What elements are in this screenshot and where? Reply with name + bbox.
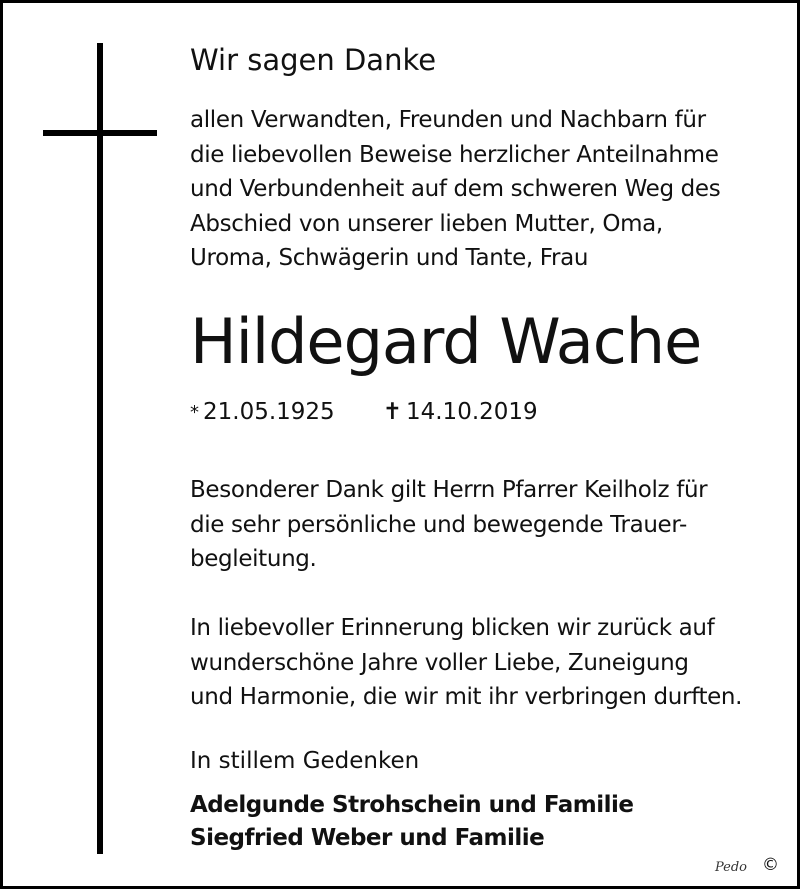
birth-date: 21.05.1925 (203, 399, 335, 425)
cross-icon-horizontal-bar (43, 130, 157, 136)
cross-icon-vertical-bar (97, 43, 103, 854)
thanks-line: die sehr persönliche und bewegende Trauer- (190, 511, 687, 538)
death-date: 14.10.2019 (405, 399, 538, 425)
thanks-paragraph (190, 473, 707, 577)
notice-heading: Wir sagen Danke (190, 43, 437, 77)
birth-star-icon: * (190, 402, 199, 423)
publisher-credit: Pedo (714, 860, 747, 875)
in-memory-line: In stillem Gedenken (190, 748, 420, 774)
thanks-line: begleitung. (190, 546, 317, 572)
memory-paragraph (190, 611, 742, 715)
signer-name: Siegfried Weber und Familie (190, 825, 545, 851)
signer-name: Adelgunde Strohschein und Familie (190, 792, 634, 818)
intro-line: und Verbundenheit auf dem schweren Weg des (190, 176, 721, 202)
deceased-name: Hildegard Wache (190, 305, 702, 378)
intro-line: Abschied von unserer lieben Mutter, Oma, (190, 210, 663, 237)
thanks-line: Besonderer Dank gilt Herrn Pfarrer Keilholz für (190, 477, 708, 503)
life-dates (190, 399, 538, 425)
death-cross-icon: ✝ (382, 399, 402, 425)
intro-line: allen Verwandten, Freunden und Nachbarn für (190, 107, 706, 133)
memory-line: In liebevoller Erinnerung blicken wir zurück auf (190, 615, 715, 641)
intro-line: die liebevollen Beweise herzlicher Anteilnahme (190, 141, 719, 168)
memory-line: wunderschöne Jahre voller Liebe, Zuneigung (190, 649, 689, 676)
intro-paragraph (190, 103, 720, 276)
memory-line: und Harmonie, die wir mit ihr verbringen durften. (190, 684, 743, 710)
copyright-icon: © (762, 855, 779, 875)
signers-block (190, 789, 634, 855)
intro-line: Uroma, Schwägerin und Tante, Frau (190, 245, 589, 271)
